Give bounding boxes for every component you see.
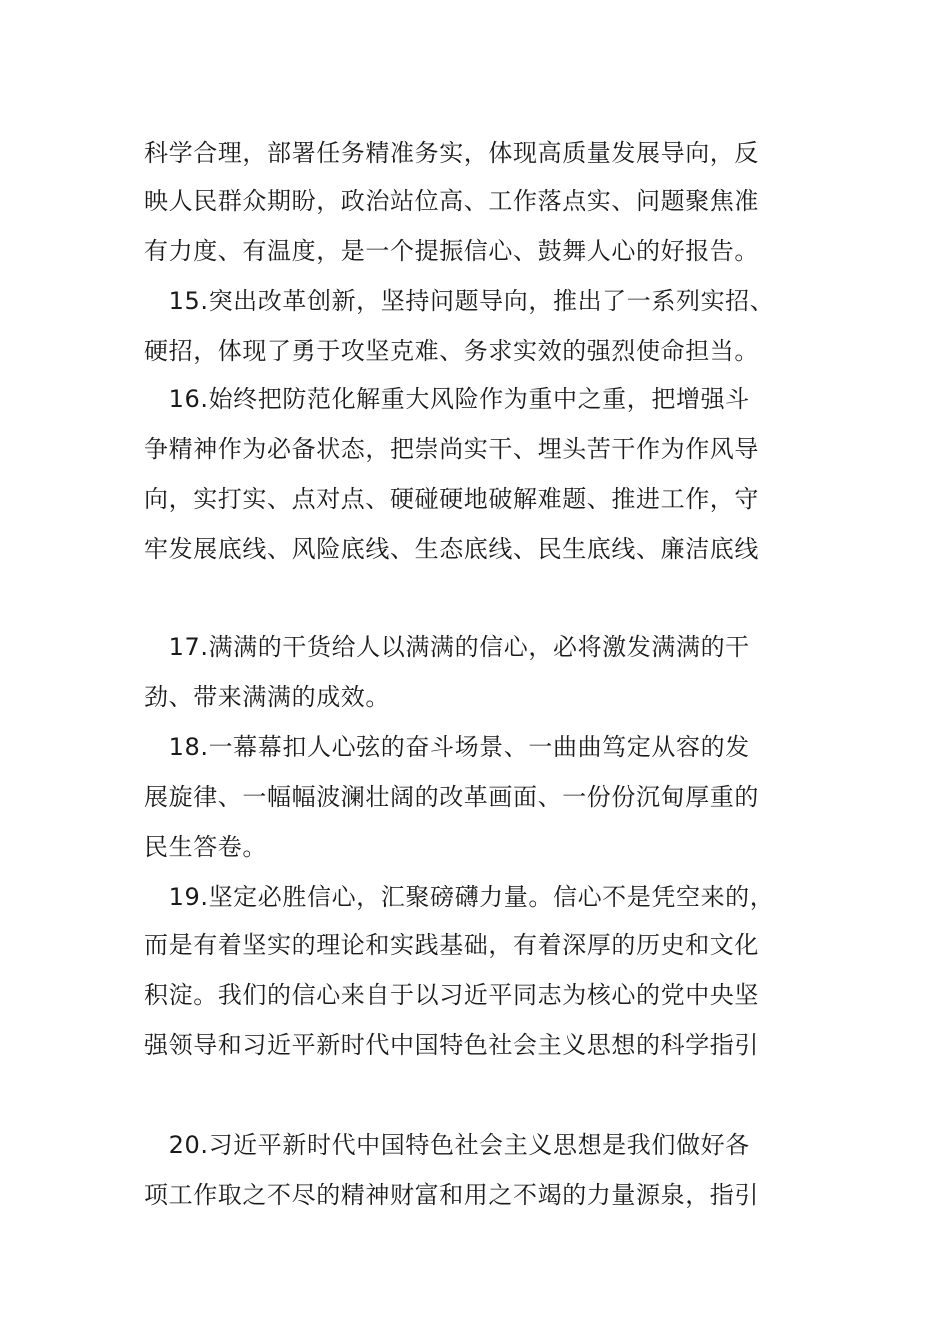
text-line: 16.始终把防范化解重大风险作为重中之重，把增强斗 [144,385,750,413]
text-line: 硬招，体现了勇于攻坚克难、务求实效的强烈使命担当。 [144,337,759,365]
text-line: 20.习近平新时代中国特色社会主义思想是我们做好各 [144,1131,750,1159]
text-line: 争精神作为必备状态，把崇尚实干、埋头苦干作为作风导 [144,435,759,463]
text-line: 劲、带来满满的成效。 [144,683,390,711]
text-line: 有力度、有温度，是一个提振信心、鼓舞人心的好报告。 [144,237,759,265]
text-line: 民生答卷。 [144,833,267,861]
text-line: 映人民群众期盼，政治站位高、工作落点实、问题聚焦准 [144,187,759,215]
text-line: 15.突出改革创新，坚持问题导向，推出了一系列实招、 [144,287,775,315]
text-line: 强领导和习近平新时代中国特色社会主义思想的科学指引 [144,1031,759,1059]
text-line: 向，实打实、点对点、硬碰硬地破解难题、推进工作，守 [144,485,759,513]
text-line: 而是有着坚实的理论和实践基础，有着深厚的历史和文化 [144,931,759,959]
text-line: 牢发展底线、风险底线、生态底线、民生底线、廉洁底线 [144,535,759,563]
text-line: 积淀。我们的信心来自于以习近平同志为核心的党中央坚 [144,981,759,1009]
text-line: 19.坚定必胜信心，汇聚磅礴力量。信心不是凭空来的， [144,883,775,911]
text-line: 18.一幕幕扣人心弦的奋斗场景、一曲曲笃定从容的发 [144,733,750,761]
text-line: 17.满满的干货给人以满满的信心，必将激发满满的干 [144,633,750,661]
text-line: 项工作取之不尽的精神财富和用之不竭的力量源泉，指引 [144,1181,759,1209]
text-line: 展旋律、一幅幅波澜壮阔的改革画面、一份份沉甸厚重的 [144,783,759,811]
text-line: 科学合理，部署任务精准务实，体现高质量发展导向，反 [144,139,759,167]
